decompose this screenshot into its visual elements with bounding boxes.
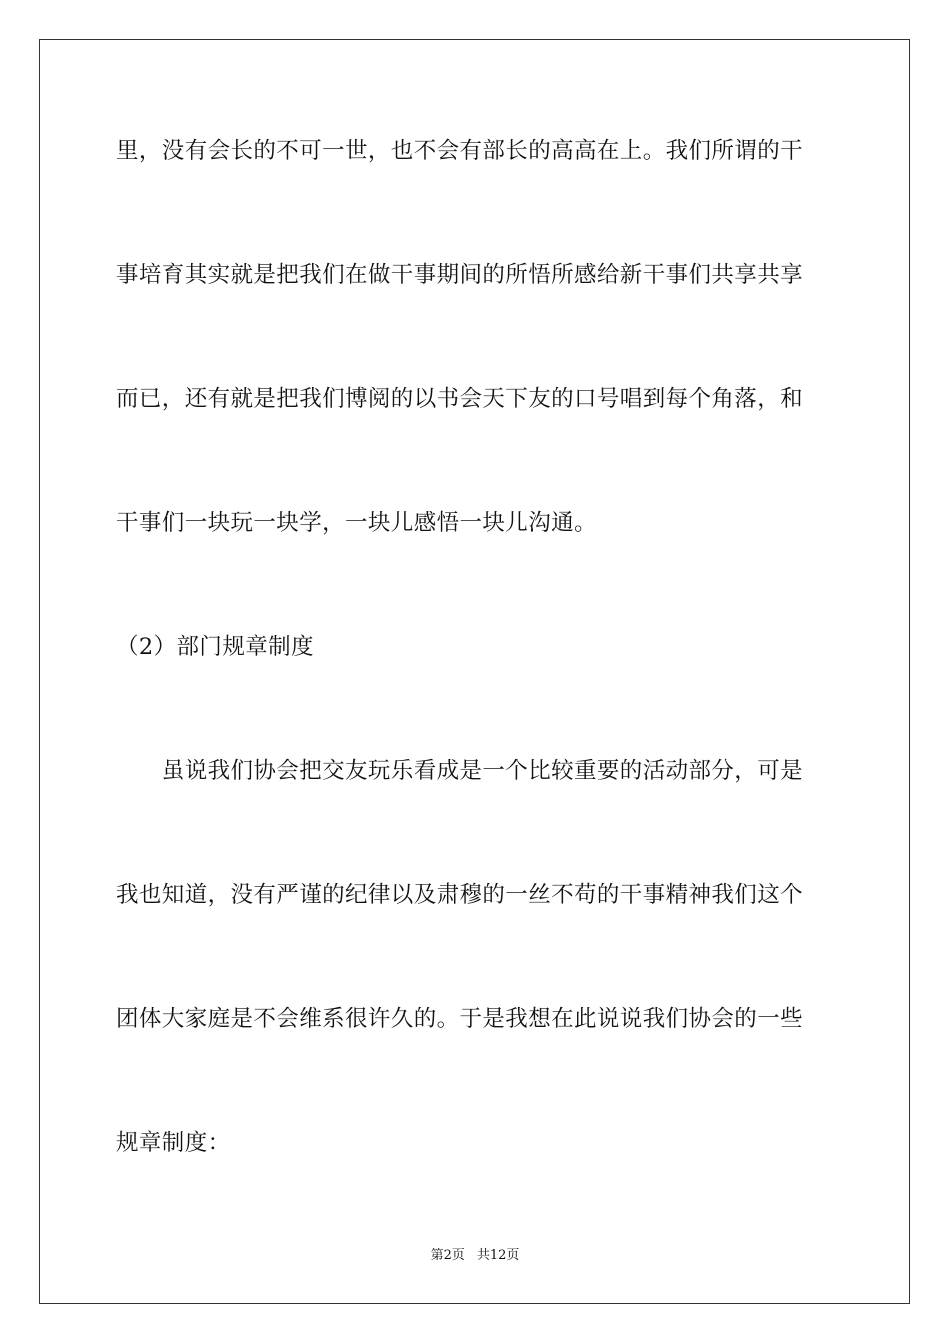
- paragraph-line: 团体大家庭是不会维系很许久的。于是我想在此说说我们协会的一些: [116, 1006, 804, 1032]
- section-heading: （2）部门规章制度: [116, 634, 314, 660]
- paragraph-line: 里，没有会长的不可一世，也不会有部长的高高在上。我们所谓的干: [116, 138, 804, 164]
- page-total: 共12页: [476, 1248, 520, 1263]
- page-footer: [0, 1247, 950, 1265]
- paragraph-line: 虽说我们协会把交友玩乐看成是一个比较重要的活动部分，可是: [116, 758, 804, 784]
- paragraph-line: 干事们一块玩一块学，一块儿感悟一块儿沟通。: [116, 510, 597, 536]
- paragraph-line: 而已，还有就是把我们博阅的以书会天下友的口号唱到每个角落，和: [116, 386, 804, 412]
- paragraph-line: 我也知道，没有严谨的纪律以及肃穆的一丝不苟的干事精神我们这个: [116, 882, 804, 908]
- page-number: 第2页: [430, 1248, 465, 1263]
- page-frame: [39, 39, 910, 1304]
- paragraph-line: 事培育其实就是把我们在做干事期间的所悟所感给新干事们共享共享: [116, 262, 804, 288]
- paragraph-line: 规章制度：: [116, 1130, 231, 1156]
